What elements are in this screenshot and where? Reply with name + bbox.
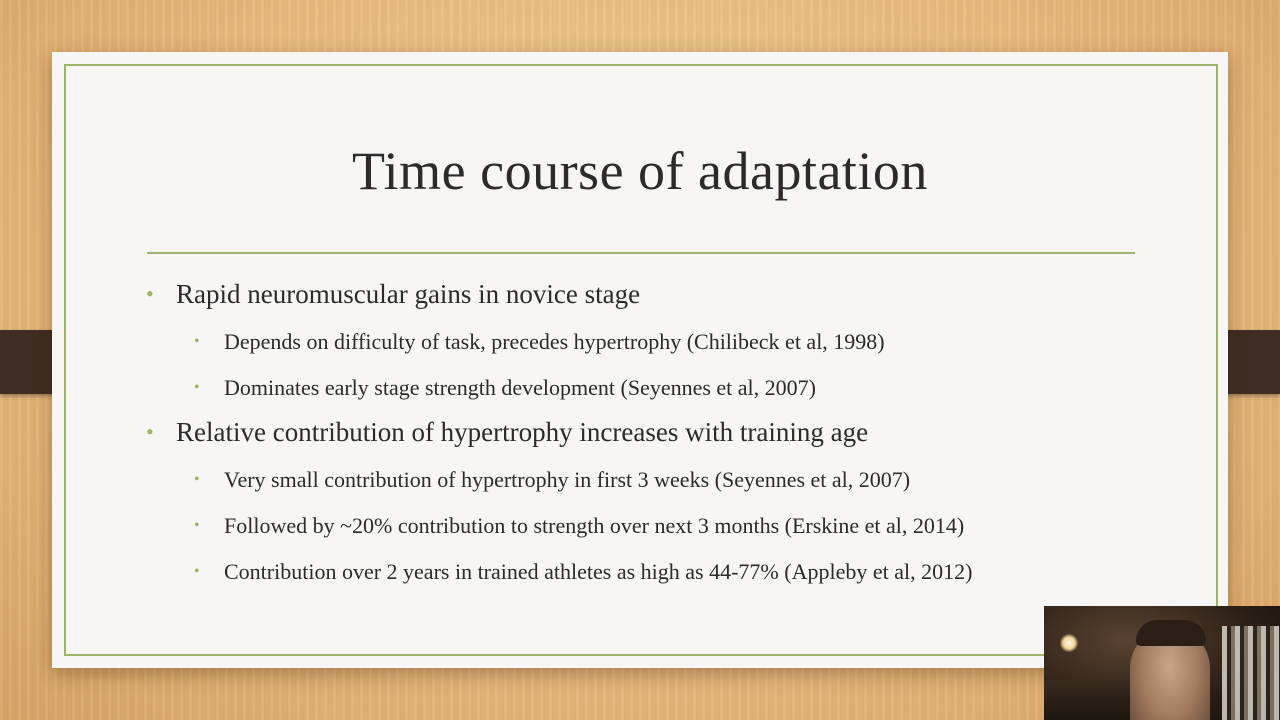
slide [52,52,1228,668]
bullet-text: Depends on difficulty of task, precedes hypertrophy (Chilibeck et al, 1998) [224,329,885,354]
bullet-marker: • [146,419,154,444]
bullet-text: Relative contribution of hypertrophy increases with training age [176,417,869,447]
bullet-text: Dominates early stage strength development (Seyennes et al, 2007) [224,375,816,400]
webcam-overlay [1044,606,1280,720]
bullet-item-level-2 [146,504,1146,550]
bullet-item-level-2 [146,458,1146,504]
bullet-text: Rapid neuromuscular gains in novice stage [176,279,641,309]
bullet-item-level-2 [146,550,1146,596]
bullet-text: Very small contribution of hypertrophy in first 3 weeks (Seyennes et al, 2007) [224,467,911,492]
bullet-text: Followed by ~20% contribution to strength over next 3 months (Erskine et al, 2014) [224,513,965,538]
bullet-item-level-1 [146,412,1146,458]
bullet-item-level-1 [146,274,1146,320]
slide-title: Time course of adaptation [352,141,928,201]
bullet-list [146,274,1146,596]
webcam-presenter-hair [1136,620,1206,646]
bullet-marker: • [194,517,200,534]
bullet-item-level-2 [146,366,1146,412]
bullet-marker: • [194,471,200,488]
bullet-text: Contribution over 2 years in trained athletes as high as 44-77% (Appleby et al, 2012) [224,559,973,584]
bullet-item-level-2 [146,320,1146,366]
webcam-shelf [1044,680,1134,720]
bullet-marker: • [194,379,200,396]
bullet-marker: • [146,281,154,306]
bullet-marker: • [194,333,200,350]
title-divider [147,252,1135,254]
webcam-bookshelf [1222,626,1280,720]
webcam-ceiling-light [1060,634,1078,652]
bullet-marker: • [194,563,200,580]
